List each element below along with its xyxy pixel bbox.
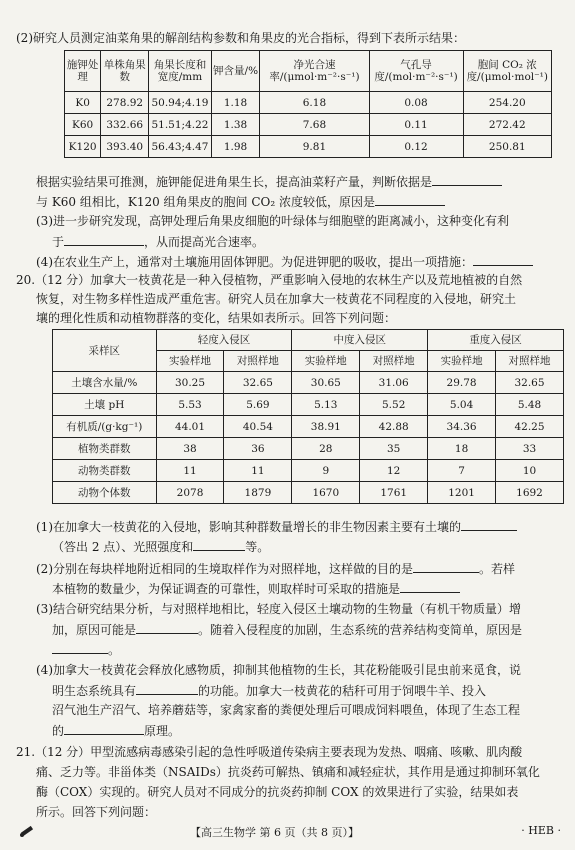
q20-p2-line-1 xyxy=(36,560,565,577)
table-cell: 12 xyxy=(360,460,428,482)
q20-p3b-suffix: 。随着入侵程度的加剧，生态系统的营养结构变简单，原因是 xyxy=(198,623,523,637)
q20-line-3: 壤的理化性质和动植物群落的变化，结果如表所示。回答下列问题： xyxy=(36,311,397,325)
answer-blank[interactable] xyxy=(136,682,198,695)
table-header-cell: 施钾处理 xyxy=(65,51,101,92)
invasion-table xyxy=(52,329,564,504)
table-row-label: 动物类群数 xyxy=(53,460,157,482)
table-header-cell: 胞间 CO₂ 浓度/(μmol·mol⁻¹) xyxy=(463,51,551,92)
footer-page-label: 【高三生物学 第 6 页（共 8 页）】 xyxy=(190,826,359,839)
table-cell: 332.66 xyxy=(101,114,149,136)
table-cell: 7 xyxy=(428,460,496,482)
table-cell: 2078 xyxy=(156,482,224,504)
table-cell: 42.88 xyxy=(360,416,428,438)
table-cell: 9.81 xyxy=(260,136,369,158)
q21-line-4: 所示。回答下列问题： xyxy=(36,805,157,819)
table-cell: 272.42 xyxy=(463,114,551,136)
table-cell: K0 xyxy=(65,92,101,114)
table-cell: 1670 xyxy=(292,482,360,504)
table-cell: 38 xyxy=(156,438,224,460)
answer-blank[interactable] xyxy=(136,621,198,634)
table-cell: 42.25 xyxy=(496,416,564,438)
table-cell: 7.68 xyxy=(260,114,369,136)
q4-text: (4)在农业生产上，通常对土壤施用固体钾肥。为促进钾肥的吸收，提出一项措施： xyxy=(36,255,474,269)
table-cell: 33 xyxy=(496,438,564,460)
table-row-label: 有机质/(g·kg⁻¹) xyxy=(53,416,157,438)
pen-icon xyxy=(18,824,36,838)
table-cell: 32.65 xyxy=(496,372,564,394)
table-cell: 34.36 xyxy=(428,416,496,438)
table-cell: 38.91 xyxy=(292,416,360,438)
q3-prefix: 于 xyxy=(52,235,65,249)
q20-p2b-text: 本植物的数量少，为保证调查的可靠性，则取样时可采取的措施是 xyxy=(52,582,401,596)
table-cell: 40.54 xyxy=(224,416,292,438)
q2-intro: (2)研究人员测定油菜角果的解剖结构参数和角果皮的光合指标，得到下表所示结果： xyxy=(16,31,466,45)
table-group-header: 重度入侵区 xyxy=(428,330,564,351)
answer-blank[interactable] xyxy=(473,253,533,266)
table-subheader-cell: 实验样地 xyxy=(156,351,224,372)
table-header-row xyxy=(65,51,552,92)
table-subheader-cell: 实验样地 xyxy=(292,351,360,372)
table-row-label: 土壤含水量/% xyxy=(53,372,157,394)
table-row-label: 植物类群数 xyxy=(53,438,157,460)
table-cell: 32.65 xyxy=(224,372,292,394)
table-cell: 254.20 xyxy=(463,92,551,114)
q2-answer-line-1 xyxy=(36,173,565,190)
q20-line-1: 20.（12 分）加拿大一枝黄花是一种入侵植物，严重影响入侵地的农林生产以及荒地植被的自然 xyxy=(16,273,523,287)
table-cell: 51.51;4.22 xyxy=(149,114,212,136)
answer-blank[interactable] xyxy=(413,560,479,573)
table-header-cell: 净光合速率/(μmol·m⁻²·s⁻¹) xyxy=(260,51,369,92)
q2-after2-text: 与 K60 组相比，K120 组角果皮的胞间 CO₂ 浓度较低，原因是 xyxy=(36,195,376,209)
table-cell: 36 xyxy=(224,438,292,460)
q20-line-2: 恢复，对生物多样性造成严重危害。研究人员在加拿大一枝黄花不同程度的入侵地，研究土 xyxy=(36,292,517,306)
table-row xyxy=(53,460,564,482)
table-row-label: 土壤 pH xyxy=(53,394,157,416)
q3-line-2 xyxy=(52,233,565,250)
table-header-cell: 钾含量/% xyxy=(211,51,260,92)
table-subheader-cell: 对照样地 xyxy=(496,351,564,372)
q20-p2a-suffix: 。若样 xyxy=(479,562,516,576)
table-subheader-cell: 对照样地 xyxy=(224,351,292,372)
table-cell: 5.52 xyxy=(360,394,428,416)
table-cell: 44.01 xyxy=(156,416,224,438)
table-cell: 1.98 xyxy=(211,136,260,158)
table-header-cell: 气孔导度/(mol·m⁻²·s⁻¹) xyxy=(369,51,463,92)
table-header-cell: 单株角果数 xyxy=(101,51,149,92)
table-cell: 1879 xyxy=(224,482,292,504)
q20-p1b-suffix: 等。 xyxy=(245,540,270,554)
table-subheader-cell: 对照样地 xyxy=(360,351,428,372)
table-cell: K120 xyxy=(65,136,101,158)
table-cell: K60 xyxy=(65,114,101,136)
answer-blank[interactable] xyxy=(375,193,445,206)
page-footer xyxy=(0,820,575,844)
table-cell: 0.12 xyxy=(369,136,463,158)
answer-blank[interactable] xyxy=(64,233,144,246)
q3-line-1: (3)进一步研究发现，高钾处理后角果皮细胞的叶绿体与细胞壁的距离减小，这种变化有利 xyxy=(36,214,510,228)
table-row xyxy=(65,92,552,114)
table-header-row xyxy=(53,330,564,351)
q4-line xyxy=(36,253,565,270)
q20-p1-line-1 xyxy=(36,518,565,535)
q20-p3-line-1: (3)结合研究结果分析，与对照样地相比，轻度入侵区土壤动物的生物量（有机干物质量）增 xyxy=(36,602,522,616)
q20-p2-line-2 xyxy=(52,580,565,597)
table-group-header: 轻度入侵区 xyxy=(156,330,292,351)
table-cell: 56.43;4.47 xyxy=(149,136,212,158)
answer-blank[interactable] xyxy=(400,580,460,593)
q20-p4b-prefix: 明生态系统具有 xyxy=(52,684,137,698)
q20-p4d-prefix: 的 xyxy=(52,724,65,738)
q2-after1-text: 根据实验结果可推测，施钾能促进角果生长，提高油菜籽产量，判断依据是 xyxy=(36,175,433,189)
q20-p4-line-4 xyxy=(52,722,565,739)
table-cell: 11 xyxy=(156,460,224,482)
q21-line-1: 21.（12 分）甲型流感病毒感染引起的急性呼吸道传染病主要表现为发热、咽痛、咳嗽、肌肉酸 xyxy=(16,745,523,759)
table-cell: 28 xyxy=(292,438,360,460)
table-cell: 1.38 xyxy=(211,114,260,136)
table-cell: 5.04 xyxy=(428,394,496,416)
table-subheader-cell: 实验样地 xyxy=(428,351,496,372)
table-row xyxy=(53,372,564,394)
answer-blank[interactable] xyxy=(461,518,517,531)
table-cell: 278.92 xyxy=(101,92,149,114)
table-cell: 0.11 xyxy=(369,114,463,136)
table-cell: 9 xyxy=(292,460,360,482)
table-cell: 29.78 xyxy=(428,372,496,394)
table-cell: 1.18 xyxy=(211,92,260,114)
table-cell: 1201 xyxy=(428,482,496,504)
table-cell: 31.06 xyxy=(360,372,428,394)
table-cell: 0.08 xyxy=(369,92,463,114)
q20-p1-text: (1)在加拿大一枝黄花的入侵地，影响其种群数量增长的非生物因素主要有土壤的 xyxy=(36,520,462,534)
q20-p4-line-1: (4)加拿大一枝黄花会释放化感物质，抑制其他植物的生长，其花粉能吸引昆虫前来觅食，说 xyxy=(36,663,522,677)
answer-blank[interactable] xyxy=(64,722,144,735)
table-cell: 5.53 xyxy=(156,394,224,416)
table-cell: 5.13 xyxy=(292,394,360,416)
q20-p1-line-2 xyxy=(52,538,565,555)
table-cell: 30.65 xyxy=(292,372,360,394)
table-corner-cell: 采样区 xyxy=(53,330,157,372)
answer-blank[interactable] xyxy=(52,641,108,654)
table-group-header: 中度入侵区 xyxy=(292,330,428,351)
q20-p3b-prefix: 加，原因可能是 xyxy=(52,623,137,637)
table-row xyxy=(53,482,564,504)
table-cell: 30.25 xyxy=(156,372,224,394)
q20-p3-line-3: 。 xyxy=(52,641,565,658)
q20-p1b-prefix: （答出 2 点）、光照强度和 xyxy=(52,540,194,554)
table-row xyxy=(65,114,552,136)
table-cell: 1761 xyxy=(360,482,428,504)
footer-code: · HEB · xyxy=(521,824,561,837)
q20-p4b-suffix: 的功能。加拿大一枝黄花的秸秆可用于饲喂牛羊、投入 xyxy=(198,684,487,698)
table-cell: 250.81 xyxy=(463,136,551,158)
table-row xyxy=(53,416,564,438)
table-cell: 5.69 xyxy=(224,394,292,416)
q20-p4d-suffix: 原理。 xyxy=(144,724,181,738)
potassium-table xyxy=(64,50,552,158)
q3-suffix: ，从而提高光合速率。 xyxy=(144,235,265,249)
table-cell: 6.18 xyxy=(260,92,369,114)
table-cell: 393.40 xyxy=(101,136,149,158)
table-row xyxy=(65,136,552,158)
q2-answer-line-2 xyxy=(36,193,565,210)
table-cell: 35 xyxy=(360,438,428,460)
table-cell: 11 xyxy=(224,460,292,482)
q20-p4-line-3: 沼气池生产沼气、培养蘑菇等，家禽家畜的粪便处理后可喂成饲料喂鱼，体现了生态工程 xyxy=(52,703,521,717)
table-header-cell: 角果长度和宽度/mm xyxy=(149,51,212,92)
table-cell: 5.48 xyxy=(496,394,564,416)
q20-p2a-prefix: (2)分别在每块样地附近相同的生境取样作为对照样地，这样做的目的是 xyxy=(36,562,414,576)
table-row xyxy=(53,394,564,416)
table-cell: 50.94;4.19 xyxy=(149,92,212,114)
table-row-label: 动物个体数 xyxy=(53,482,157,504)
answer-blank[interactable] xyxy=(432,173,502,186)
table-cell: 10 xyxy=(496,460,564,482)
q21-line-3: 酶（COX）实现的。研究人员对不同成分的抗炎药抑制 COX 的效果进行了实验，结果如表 xyxy=(36,785,519,799)
table-cell: 18 xyxy=(428,438,496,460)
table-cell: 1692 xyxy=(496,482,564,504)
q20-p4-line-2 xyxy=(52,682,565,699)
answer-blank[interactable] xyxy=(193,538,245,551)
q20-p3-line-2 xyxy=(52,621,565,638)
q21-line-2: 痛、乏力等。非甾体类（NSAIDs）抗炎药可解热、镇痛和减轻症状，其作用是通过抑制环氧化 xyxy=(36,765,540,779)
table-row xyxy=(53,438,564,460)
